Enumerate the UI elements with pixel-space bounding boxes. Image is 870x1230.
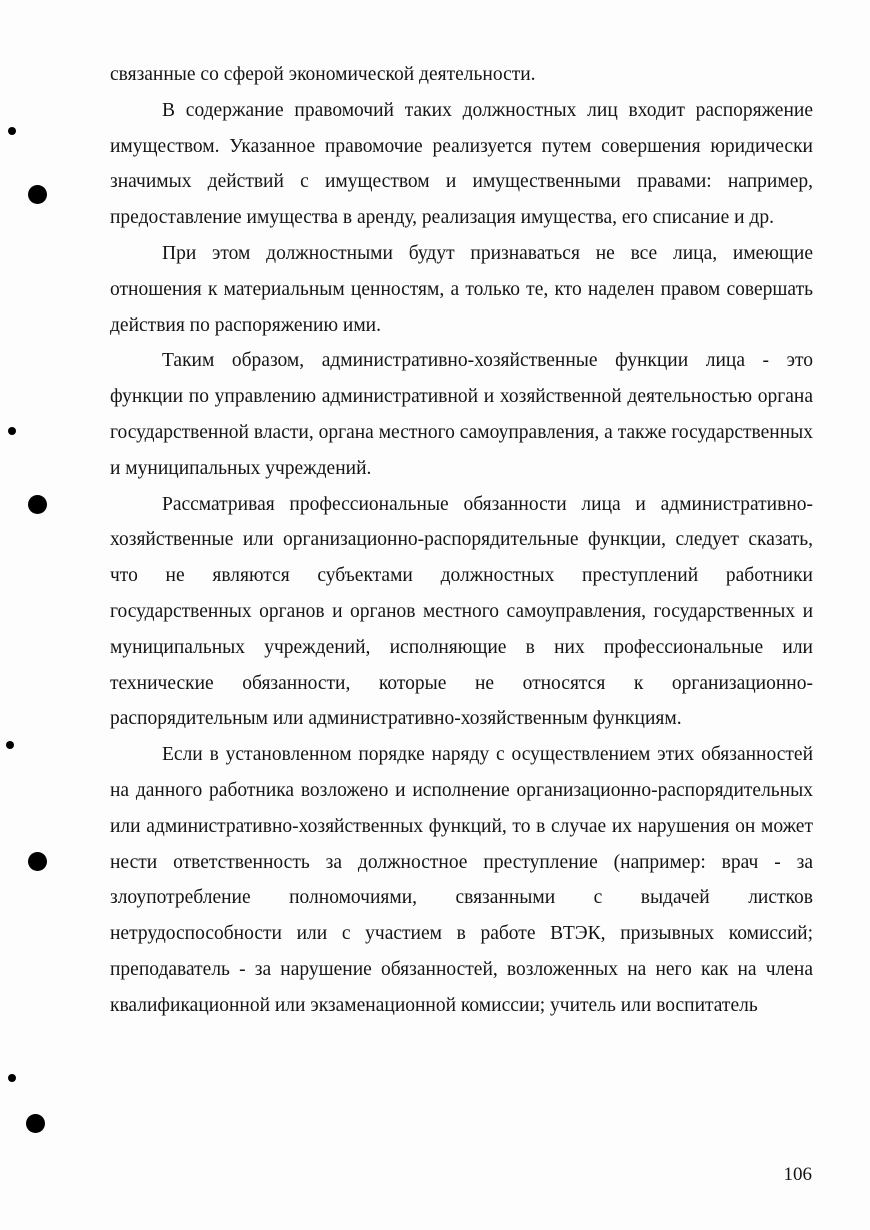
paragraph: Рассматривая профессиональные обязанности лица и административно-хозяйственные или организационно-распорядительные функции, следует сказать, что не являются субъектами должностных преступлений работники государственных органов и органов местного самоуправления, государственных и муниципальных учреждений, исполняющие в них профессиональные или технические обязанности, которые не относятся к организационно-распорядительным или административно-хозяйственным функциям.	[110, 493, 813, 730]
paragraph: Если в установленном порядке наряду с осуществлением этих обязанностей на данного работника возложено и исполнение организационно-распорядительных или административно-хозяйственных функций, то в случае их нарушения он может нести ответственность за должностное преступление (например: врач - за злоупотребление полномочиями, связанными с выдачей листков нетрудоспособности или с участием в работе ВТЭК, призывных комиссий; преподаватель - за нарушение обязанностей, возложенных на него как на члена квалификационной или экзаменационной комиссии; учитель или воспитатель	[110, 744, 813, 1016]
punch-hole-mark	[28, 852, 47, 871]
paragraph: связанные со сферой экономической деятельности.	[110, 64, 536, 85]
paragraph: Таким образом, административно-хозяйственные функции лица - это функции по управлению административной и хозяйственной деятельностью органа государственной власти, органа местного самоуправления, а также государственных и муниципальных учреждений.	[110, 350, 813, 479]
body-text	[110, 57, 813, 1024]
paragraph: При этом должностными будут признаваться не все лица, имеющие отношения к материальным ценностям, а только те, кто наделен правом совершать действия по распоряжению ими.	[110, 242, 813, 336]
paragraph: В содержание правомочий таких должностных лиц входит распоряжение имуществом. Указанное правомочие реализуется путем совершения юридически значимых действий с имуществом и имущественными правами: например, предоставление имущества в аренду, реализация имущества, его списание и др.	[110, 99, 813, 229]
punch-hole-mark	[8, 427, 16, 435]
punch-hole-mark	[6, 741, 14, 749]
punch-hole-mark	[28, 185, 47, 204]
punch-hole-mark	[26, 1114, 45, 1133]
punch-hole-mark	[28, 495, 47, 514]
punch-hole-mark	[8, 127, 16, 135]
punch-hole-mark	[8, 1074, 16, 1082]
page-number: 106	[783, 1164, 812, 1185]
